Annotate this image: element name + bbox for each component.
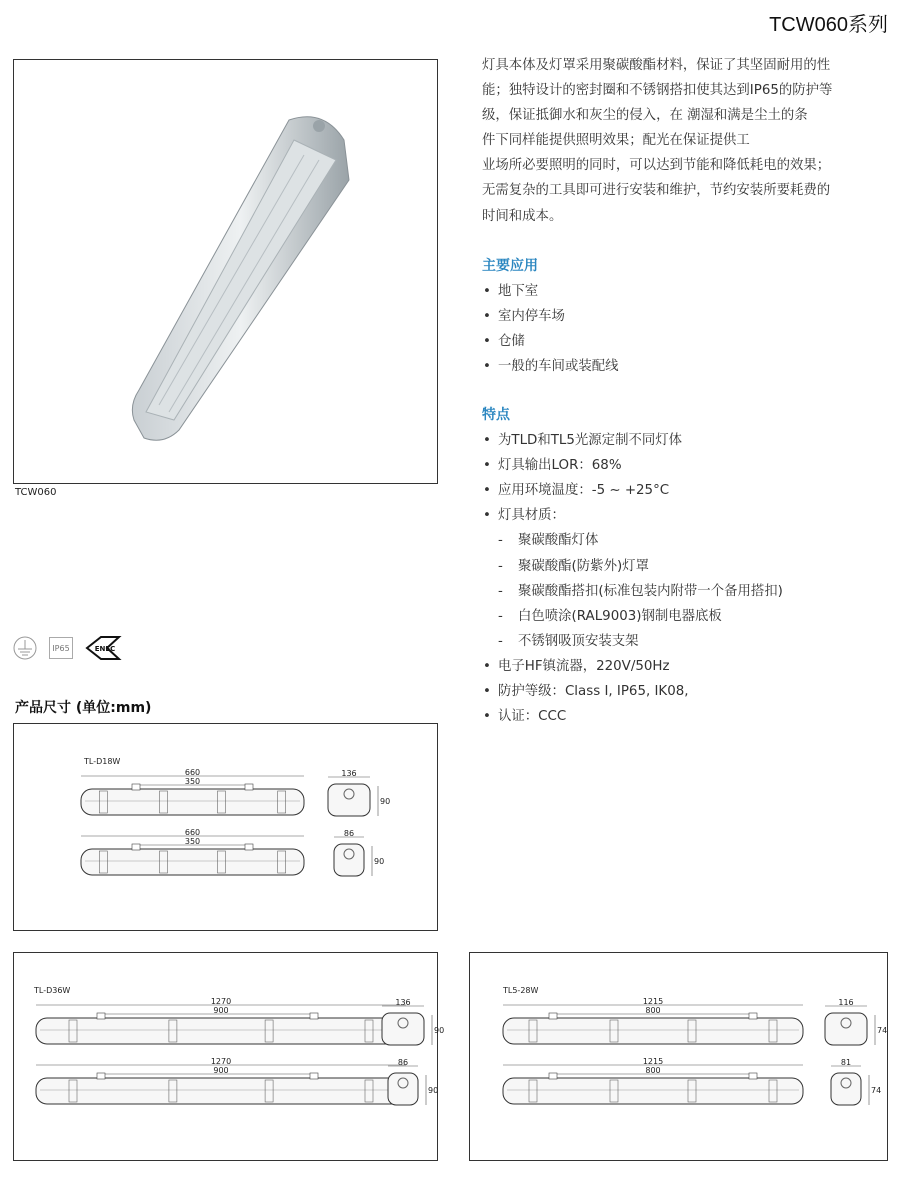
length-label: 1270 <box>210 997 232 1006</box>
luminaire-side-view <box>503 1018 803 1044</box>
applications-section <box>482 254 897 379</box>
dimension-drawing <box>470 953 889 1162</box>
luminaire-side-view <box>503 1078 803 1104</box>
mount-bracket <box>97 1073 105 1079</box>
clip-spacing-label: 800 <box>645 1066 661 1075</box>
length-label: 1215 <box>642 997 664 1006</box>
length-label: 660 <box>184 768 201 777</box>
product-photo <box>13 59 438 484</box>
intro-line: 件下同样能提供照明效果；配光在保证提供工 <box>482 133 750 149</box>
luminaire-side-view <box>81 789 304 815</box>
application-item: • 仓储 <box>482 329 897 354</box>
page-title: TCW060系列 <box>769 14 888 36</box>
mount-bracket <box>245 844 253 850</box>
feature-subitem: - 聚碳酸酯(防紫外)灯罩 <box>482 554 897 579</box>
application-item: • 地下室 <box>482 279 897 304</box>
length-label: 660 <box>184 828 201 837</box>
luminaire-side-view <box>81 849 304 875</box>
width-label: 136 <box>395 998 411 1007</box>
clip-spacing-label: 900 <box>213 1006 229 1015</box>
intro-line: 级，保证抵御水和灰尘的侵入，在 潮湿和满是尘土的条 <box>482 108 808 124</box>
intro-line: 无需复杂的工具即可进行安装和维护，节约安装所要耗费的 <box>482 183 831 199</box>
drawing-box-tl5-28w <box>469 952 888 1161</box>
feature-item: • 防护等级：Class I, IP65, IK08, <box>482 679 897 704</box>
length-label: 1215 <box>642 1057 664 1066</box>
luminaire-side-view <box>36 1018 406 1044</box>
model-label: TL5-28W <box>503 986 539 995</box>
mount-bracket <box>310 1073 318 1079</box>
mount-bracket <box>749 1013 757 1019</box>
intro-line: 时间和成本。 <box>482 208 563 224</box>
height-label: 74 <box>877 1026 888 1035</box>
luminaire-side-view <box>36 1078 406 1104</box>
height-label: 90 <box>428 1086 439 1095</box>
intro-line: 能；独特设计的密封圈和不锈钢搭扣使其达到IP65的防护等 <box>482 83 833 99</box>
photo-caption: TCW060 <box>15 487 57 498</box>
length-label: 1270 <box>210 1057 232 1066</box>
mount-bracket <box>97 1013 105 1019</box>
drawing-box-tl-d18w <box>13 723 438 931</box>
feature-item: • 电子HF镇流器，220V/50Hz <box>482 654 897 679</box>
mount-bracket <box>549 1073 557 1079</box>
width-label: 86 <box>343 829 355 838</box>
dimension-drawing <box>14 724 439 932</box>
feature-subitem: - 聚碳酸酯灯体 <box>482 528 897 553</box>
ip65-icon: IP65 <box>49 637 73 659</box>
features-section <box>482 403 897 729</box>
dimensions-title: 产品尺寸 (单位:mm) <box>15 700 152 716</box>
application-item: • 室内停车场 <box>482 304 897 329</box>
feature-subitem: - 白色喷涂(RAL9003)钢制电器底板 <box>482 604 897 629</box>
intro-line: 业场所必要照明的同时，可以达到节能和降低耗电的效果； <box>482 158 831 174</box>
intro-line: 灯具本体及灯罩采用聚碳酸酯材料，保证了其坚固耐用的性 <box>482 58 831 73</box>
height-label: 90 <box>380 797 391 806</box>
enec-mark-icon <box>85 635 121 661</box>
clip-spacing-label: 900 <box>213 1066 229 1075</box>
mount-bracket <box>310 1013 318 1019</box>
mount-bracket <box>132 784 140 790</box>
applications-heading: 主要应用 <box>482 258 538 274</box>
feature-subitem: - 不锈钢吸顶安装支架 <box>482 629 897 654</box>
intro-paragraph <box>482 53 897 229</box>
model-label: TL-D36W <box>34 986 71 995</box>
height-label: 74 <box>871 1086 882 1095</box>
width-label: 86 <box>397 1058 409 1067</box>
width-label: 116 <box>838 998 854 1007</box>
enec-mark-text: ENEC <box>94 645 116 653</box>
features-heading: 特点 <box>482 407 510 423</box>
mount-bracket <box>549 1013 557 1019</box>
ground-symbol-icon <box>13 636 37 660</box>
certification-icons <box>13 635 121 661</box>
feature-item: • 为TLD和TL5光源定制不同灯体 <box>482 428 897 453</box>
feature-item: • 应用环境温度：-5 ~ +25°C <box>482 478 897 503</box>
height-label: 90 <box>434 1026 445 1035</box>
feature-item: • 灯具材质： <box>482 503 897 528</box>
clip-spacing-label: 800 <box>645 1006 661 1015</box>
model-label: TL-D18W <box>84 757 121 766</box>
clip-spacing-label: 350 <box>184 777 201 786</box>
dimension-drawing <box>14 953 445 1162</box>
width-label: 136 <box>341 769 357 778</box>
width-label: 81 <box>840 1058 852 1067</box>
application-item: • 一般的车间或装配线 <box>482 354 897 379</box>
feature-item: • 认证：CCC <box>482 704 897 729</box>
mount-bracket <box>749 1073 757 1079</box>
drawing-box-tl-d36w <box>13 952 445 1161</box>
feature-item: • 灯具输出LOR：68% <box>482 453 897 478</box>
mount-bracket <box>132 844 140 850</box>
height-label: 90 <box>374 857 385 866</box>
mount-bracket <box>245 784 253 790</box>
feature-subitem: - 聚碳酸酯搭扣(标准包装内附带一个备用搭扣) <box>482 579 897 604</box>
clip-spacing-label: 350 <box>184 837 201 846</box>
luminaire-image <box>14 60 439 485</box>
